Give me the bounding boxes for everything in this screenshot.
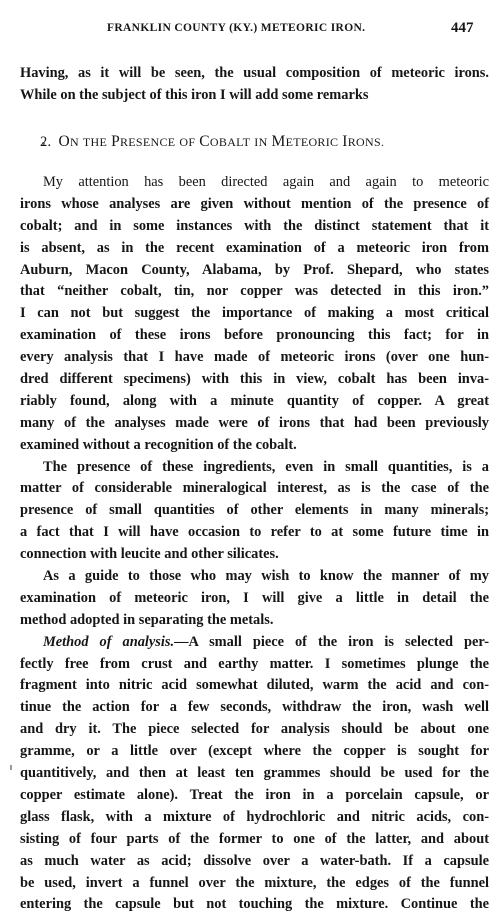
text-line: examination of these irons before pronouncing this fact; for in [20,327,489,344]
text-line: riably found, along with a minute quantity of copper. A great [20,392,489,409]
text-line: examined without a recognition of the cobalt. [20,436,297,453]
text-line: copper estimate alone). Treat the iron in a porcelain capsule, or [20,786,489,803]
text-line: quantitively, and then at least ten grammes should be used for the [20,765,489,782]
text-line: many of the analyses made were of irons that had been previously [20,414,489,431]
text-line: as much water as acid; dissolve over a water-bath. If a capsule [20,852,489,869]
text-line: connection with leucite and other silicates. [20,546,279,563]
text-line: While on the subject of this iron I will add some remarks [20,86,369,103]
heading-word: METEORIC [271,133,339,150]
text-line: entering the capsule but not touching the mixture. Continue the [20,896,489,913]
text-line: matter of considerable mineralogical interest, as is the case of the [20,480,489,497]
text-line [20,632,489,654]
heading-word: IRONS. [342,133,385,150]
text-line: tinue the action for a few seconds, withdraw the iron, wash well [20,699,489,716]
text-line: The presence of these ingredients, even in small quantities, is a [43,458,489,475]
intro-paragraph [20,63,489,107]
run-in-heading: Method of analysis. [43,633,175,650]
text-line: and dry it. The piece selected for analysis should be about one [20,721,489,738]
text-line: glass flask, with a mixture of hydrochloric and nitric acids, con- [20,808,489,825]
text-line: My attention has been directed again and again to meteoric [43,174,489,190]
text-line: cobalt; and in some instances with the distinct statement that it [20,217,489,234]
text-line: examination of meteoric iron, I will give a little in detail the [20,589,489,606]
text-fragment: —A small piece of the iron is selected per- [174,633,489,650]
text-line: Auburn, Macon County, Alabama, by Prof. Shepard, who states [20,261,489,278]
heading-word: ON [58,133,79,150]
text-line: fectly free from crust and earthy matter. I sometimes plunge the [20,655,489,672]
text-line: fragment into nitric acid somewhat diluted, warm the acid and con- [20,677,489,694]
text-line: sisting of four parts of the former to one of the latter, and about [20,830,489,847]
page-number: 447 [451,20,474,36]
text-line: method adopted in separating the metals. [20,611,274,628]
running-head [0,20,504,40]
running-title: FRANKLIN COUNTY (KY.) METEORIC IRON. [107,22,366,34]
text-line: gramme, or a little over (except where the copper is sought for [20,743,489,760]
heading-word: THE [82,135,108,149]
heading-word: PRESENCE [111,133,176,150]
text-line: As a guide to those who may wish to know the manner of my [43,568,489,585]
text-line: I can not but suggest the importance of making a most critical [20,305,489,322]
text-line: that “neither cobalt, tin, nor copper was detected in this iron.” [20,283,489,300]
margin-mark [10,765,12,770]
text-line: dred different specimens) with this in view, cobalt has been inva- [20,371,489,388]
heading-word: COBALT [199,133,251,150]
heading-word: OF [179,135,196,149]
text-line: Having, as it will be seen, the usual composition of meteoric irons. [20,65,489,81]
text-line: presence of small quantities of other elements in many minerals; [20,502,489,519]
text-line: is absent, as in the recent examination of a meteoric iron from [20,239,489,256]
section-number: 2. [40,134,52,150]
text-line: every analysis that I have made of meteoric irons (over one hun- [20,349,489,366]
text-line: a fact that I will have occasion to refer to at some future time in [20,524,489,541]
text-line: irons whose analyses are given without mention of the presence of [20,195,489,212]
paragraph-1 [20,172,489,916]
text-line: be used, invert a funnel over the mixture, the edges of the funnel [20,874,489,891]
section-title [58,134,384,150]
heading-word: IN [254,135,268,149]
section-heading [40,133,489,151]
